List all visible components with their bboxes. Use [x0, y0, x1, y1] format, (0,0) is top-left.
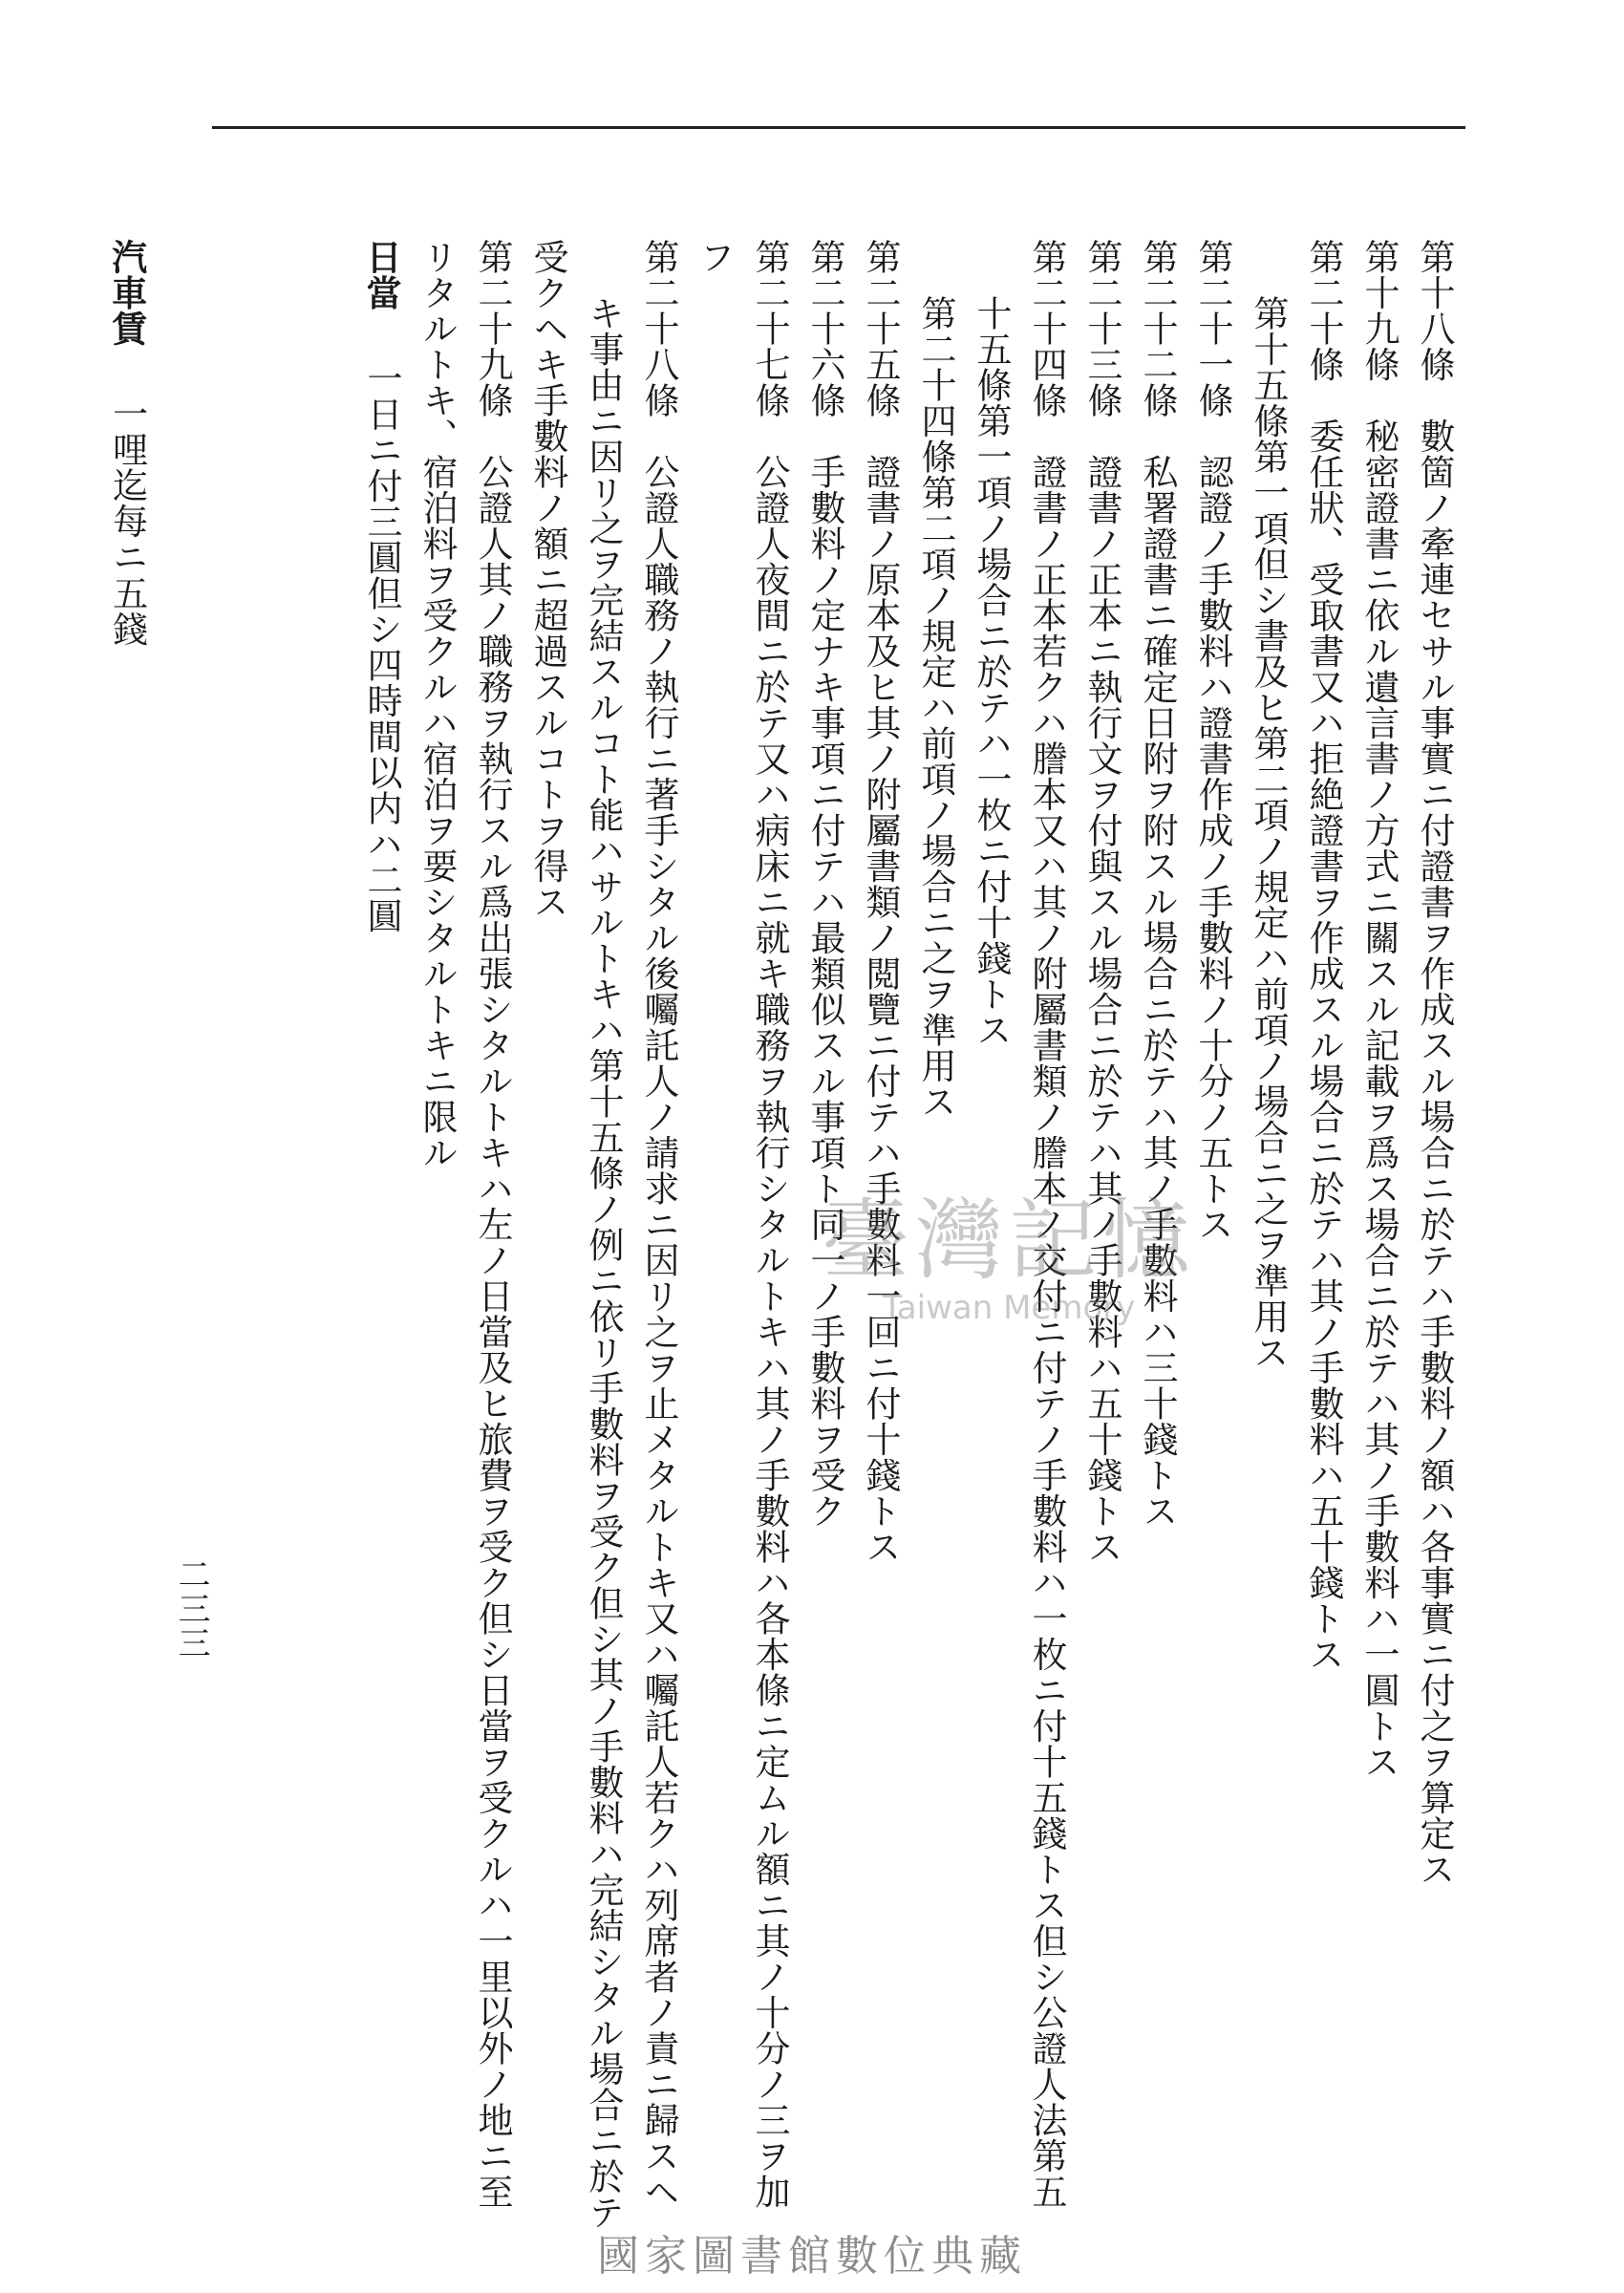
watermark-subtitle: Taiwan Memory [882, 1289, 1136, 1327]
article-29-continued: リタルトキ、宿泊料ヲ受クルハ宿泊ヲ要シタルトキニ限ル [417, 239, 458, 1170]
fee-item: 汽車賃 [105, 239, 148, 347]
page-number: 二三三 [172, 1557, 210, 1661]
article-27-continued: フ [694, 239, 735, 275]
article-18: 第十八條 數箇ノ牽連セサル事實ニ付證書ヲ作成スル場合ニ於テハ手數料ノ額ハ各事實ニ付之ヲ算定ス [1414, 239, 1455, 1887]
fee-amount: 五錢 [106, 574, 148, 647]
fee-row-daily-allowance [155, 239, 409, 2054]
footer-credit: 國家圖書館數位典藏 [597, 2232, 1027, 2281]
fee-unit: 一日ニ付 [361, 359, 402, 504]
fee-unit: 一哩迄每ニ [106, 396, 148, 575]
watermark [822, 1170, 1196, 1327]
article-24-continued: 十五條第一項ノ場合ニ於テハ一枚ニ付十錢トス [971, 295, 1012, 1048]
article-19: 第十九條 秘密證書ニ依ル遺言書ノ方式ニ關スル記載ヲ爲ス場合ニ於テハ其ノ手數料ハ一圓トス [1358, 239, 1400, 1780]
article-24: 第二十四條 證書ノ正本若クハ謄本又ハ其ノ附屬書類ノ謄本ノ交付ニ付テノ手數料ハ一枚ニ付十五錢トス但シ公證人法第五 [1026, 239, 1067, 2210]
article-24-note: 第二十四條第二項ノ規定ハ前項ノ場合ニ之ヲ準用ス [915, 295, 956, 1120]
article-22: 第二十二條 私署證書ニ確定日附ヲ附スル場合ニ於テハ其ノ手數料ハ三十錢トス [1137, 239, 1178, 1529]
article-28: 第二十八條 公證人職務ノ執行ニ著手シタル後囑託人ノ請求ニ因リ之ヲ止メタルトキ又ハ囑託人若クハ列席者ノ責ニ歸スヘ [638, 239, 679, 2210]
article-21: 第二十一條 認證ノ手數料ハ證書作成ノ手數料ノ十分ノ五トス [1192, 239, 1233, 1242]
article-25: 第二十五條 證書ノ原本及ヒ其ノ附屬書類ノ閲覽ニ付テハ手數料一回ニ付十錢トス [860, 239, 901, 1565]
article-23: 第二十三條 證書ノ正本ニ執行文ヲ付與スル場合ニ於テハ其ノ手數料ハ五十錢トス [1081, 239, 1122, 1565]
fee-amount: 三圓但シ四時間以内ハ二圓 [361, 503, 402, 933]
article-26: 第二十六條 手數料ノ定ナキ事項ニ付テハ最類似スル事項ト同一ノ手數料ヲ受ク [804, 239, 845, 1529]
watermark-logo: 臺灣記憶 [822, 1189, 1197, 1292]
top-rule [212, 126, 1465, 129]
fee-row-train-fare [0, 239, 155, 2054]
fee-item: 日當 [360, 239, 402, 311]
article-20: 第二十條 委任狀、受取書又ハ拒絶證書ヲ作成スル場合ニ於テハ其ノ手數料ハ五十錢トス [1303, 239, 1344, 1672]
article-28-continued-1: キ事由ニ因リ之ヲ完結スルコト能ハサルトキハ第十五條ノ例ニ依リ手數料ヲ受ク但シ其ノ手數料ハ完結シタル場合ニ於テ [583, 295, 624, 2231]
article-29: 第二十九條 公證人其ノ職務ヲ執行スル爲出張シタルトキハ左ノ日當及ヒ旅費ヲ受ク但シ日當ヲ受クルハ一里以外ノ地ニ至 [472, 239, 513, 2210]
article-27: 第二十七條 公證人夜間ニ於テ又ハ病床ニ就キ職務ヲ執行シタルトキハ其ノ手數料ハ各本條ニ定ムル額ニ其ノ十分ノ三ヲ加 [749, 239, 790, 2210]
article-28-continued-2: 受クヘキ手數料ノ額ニ超過スルコトヲ得ス [527, 239, 568, 920]
article-20-note: 第十五條第一項但シ書及ヒ第二項ノ規定ハ前項ノ場合ニ之ヲ準用ス [1248, 295, 1289, 1371]
